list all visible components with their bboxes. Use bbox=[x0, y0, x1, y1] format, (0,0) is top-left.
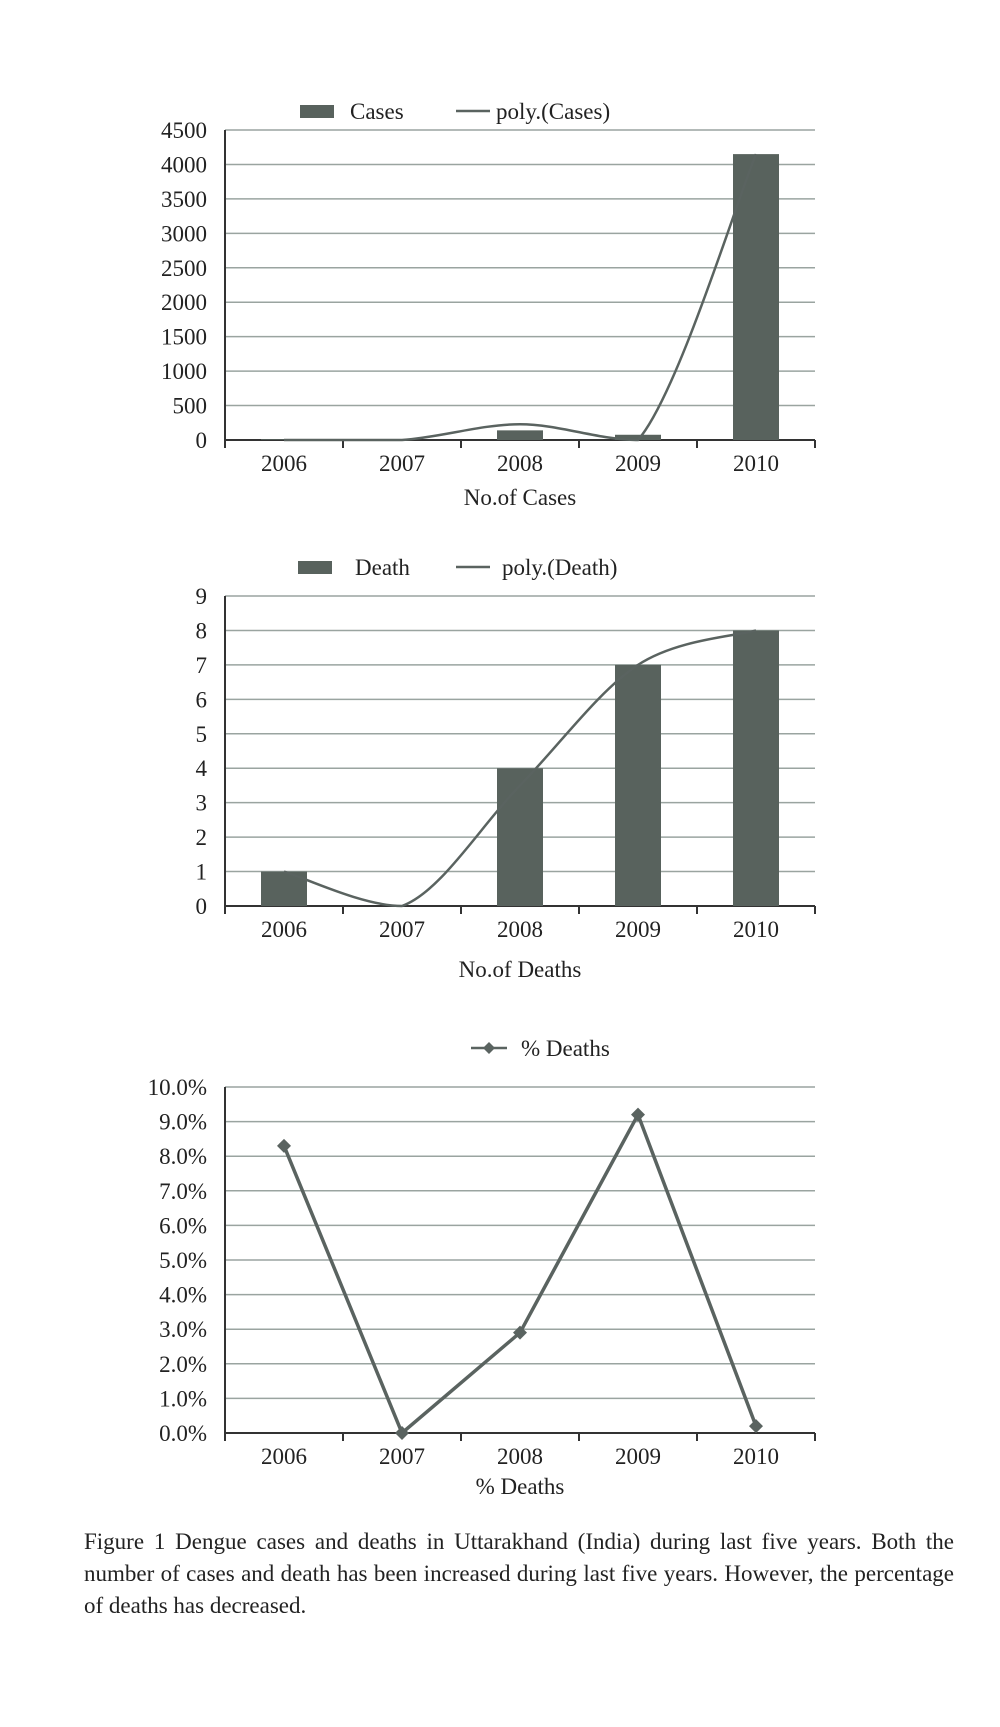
x-tick-label: 2007 bbox=[379, 1444, 425, 1469]
legend-label: % Deaths bbox=[521, 1036, 610, 1061]
bar bbox=[497, 768, 543, 906]
legend-label: Cases bbox=[350, 99, 404, 124]
y-tick-label: 0.0% bbox=[159, 1421, 207, 1446]
x-tick-label: 2007 bbox=[379, 451, 425, 476]
y-tick-label: 3000 bbox=[161, 221, 207, 247]
y-tick-label: 7 bbox=[195, 652, 207, 678]
x-tick-label: 2008 bbox=[497, 917, 543, 942]
bar bbox=[497, 430, 543, 440]
series-line bbox=[284, 1115, 756, 1433]
y-tick-label: 9.0% bbox=[159, 1109, 207, 1135]
y-tick-label: 3.0% bbox=[159, 1317, 207, 1343]
x-axis-title: No.of Deaths bbox=[458, 957, 582, 982]
x-tick-label: 2008 bbox=[497, 1444, 543, 1469]
legend-swatch-bars bbox=[300, 105, 334, 118]
x-tick-label: 2006 bbox=[261, 1444, 307, 1469]
x-axis-title: % Deaths bbox=[475, 1474, 565, 1499]
trend-line bbox=[284, 154, 756, 440]
y-tick-label: 2500 bbox=[161, 255, 207, 281]
x-tick-label: 2008 bbox=[497, 451, 543, 476]
y-tick-label: 8.0% bbox=[159, 1144, 207, 1170]
y-tick-label: 6 bbox=[195, 687, 207, 713]
y-tick-label: 4.0% bbox=[159, 1282, 207, 1308]
legend-label: poly.(Cases) bbox=[496, 99, 611, 124]
x-tick-label: 2010 bbox=[733, 917, 779, 942]
legend-swatch-bars bbox=[298, 561, 332, 574]
y-tick-label: 4000 bbox=[161, 152, 207, 178]
y-tick-label: 2 bbox=[195, 825, 207, 851]
y-tick-label: 9 bbox=[195, 584, 207, 609]
y-tick-label: 4500 bbox=[161, 118, 207, 143]
y-tick-label: 4 bbox=[195, 756, 207, 782]
x-tick-label: 2007 bbox=[379, 917, 425, 942]
y-tick-label: 2000 bbox=[161, 290, 207, 316]
y-tick-label: 2.0% bbox=[159, 1351, 207, 1377]
figure-caption: Figure 1 Dengue cases and deaths in Uttarakhand (India) during last five years. Both the number of cases and death has been increased during last five years. However, the percentage of deaths has decreased. bbox=[84, 1529, 954, 1618]
y-tick-label: 6.0% bbox=[159, 1213, 207, 1239]
y-tick-label: 0 bbox=[195, 894, 207, 919]
x-axis-title: No.of Cases bbox=[463, 485, 577, 510]
y-tick-label: 1000 bbox=[161, 359, 207, 385]
y-tick-label: 1 bbox=[195, 859, 207, 885]
y-tick-label: 1500 bbox=[161, 324, 207, 350]
percent-deaths-chart bbox=[148, 1036, 815, 1499]
y-tick-label: 5 bbox=[195, 721, 207, 747]
y-tick-label: 10.0% bbox=[147, 1075, 207, 1100]
deaths-chart bbox=[196, 555, 816, 982]
legend-swatch-marker bbox=[483, 1042, 495, 1054]
y-tick-label: 3 bbox=[195, 790, 207, 816]
y-tick-label: 500 bbox=[172, 393, 207, 419]
y-tick-label: 7.0% bbox=[159, 1178, 207, 1204]
y-tick-label: 0 bbox=[195, 428, 207, 453]
cases-chart bbox=[161, 99, 815, 510]
x-tick-label: 2006 bbox=[261, 917, 307, 942]
y-tick-label: 1.0% bbox=[159, 1386, 207, 1412]
y-tick-label: 3500 bbox=[161, 186, 207, 212]
x-tick-label: 2010 bbox=[733, 1444, 779, 1469]
legend-label: poly.(Death) bbox=[502, 555, 618, 580]
x-tick-label: 2009 bbox=[615, 1444, 661, 1469]
y-tick-label: 5.0% bbox=[159, 1248, 207, 1273]
bar bbox=[733, 630, 779, 906]
bar bbox=[615, 665, 661, 906]
x-tick-label: 2006 bbox=[261, 451, 307, 476]
y-tick-label: 8 bbox=[195, 618, 207, 644]
legend-label: Death bbox=[355, 555, 410, 580]
data-point bbox=[277, 1139, 291, 1153]
x-tick-label: 2010 bbox=[733, 451, 779, 476]
x-tick-label: 2009 bbox=[615, 451, 661, 476]
data-point bbox=[749, 1419, 763, 1433]
x-tick-label: 2009 bbox=[615, 917, 661, 942]
data-point bbox=[631, 1108, 645, 1122]
